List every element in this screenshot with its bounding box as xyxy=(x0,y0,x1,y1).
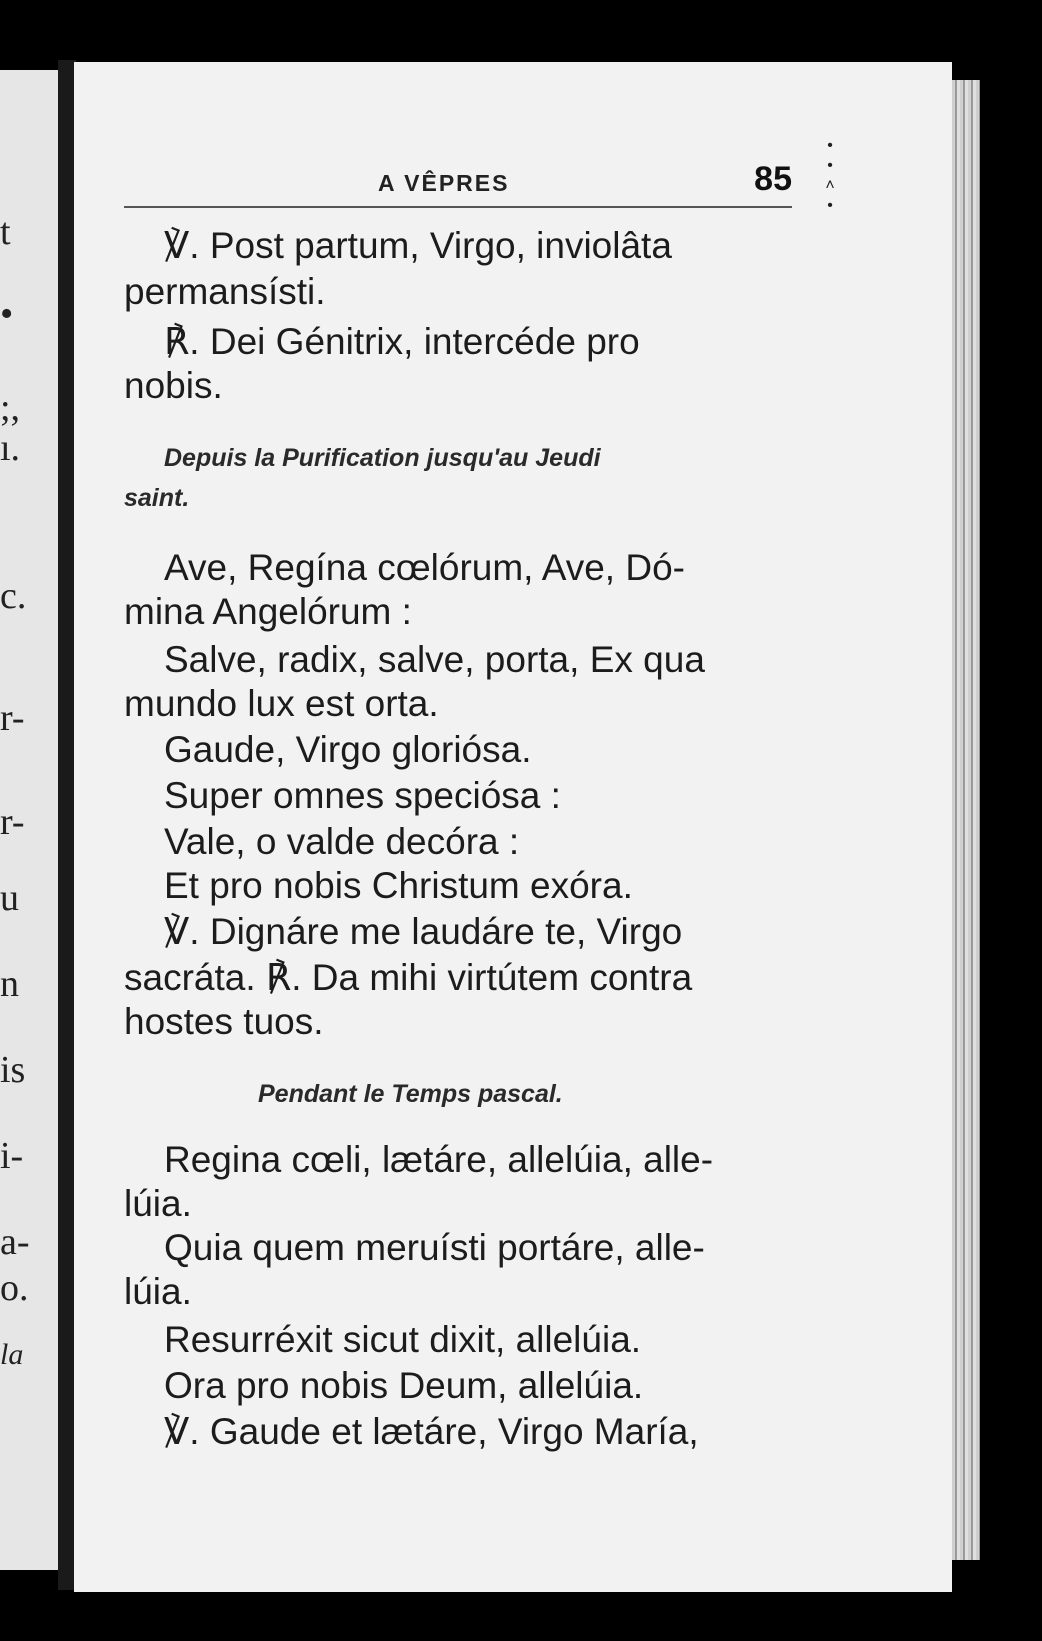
response-line: ℟. Dei Génitrix, intercéde pro xyxy=(164,321,640,362)
verse-line: Salve, radix, salve, porta, Ex qua xyxy=(164,639,705,680)
verse-line: Regina cœli, lætáre, allelúia, alle- xyxy=(164,1139,714,1180)
response-line: nobis. xyxy=(124,365,223,406)
rubric-line: saint. xyxy=(124,484,190,512)
versicle-line: ℣. Post partum, Virgo, inviolâta xyxy=(164,225,672,266)
margin-fragment: a- xyxy=(0,1221,30,1263)
running-header xyxy=(124,160,792,208)
verse-line: Et pro nobis Christum exóra. xyxy=(164,865,633,906)
margin-fragment: i- xyxy=(0,1135,24,1177)
verse-line: mundo lux est orta. xyxy=(124,683,439,724)
running-title: A VÊPRES xyxy=(378,170,510,196)
rubric-line: Pendant le Temps pascal. xyxy=(258,1080,563,1108)
margin-fragment: t xyxy=(0,211,11,253)
verse-line: Ave, Regína cœlórum, Ave, Dó- xyxy=(164,547,685,588)
margin-fragment: la xyxy=(0,1338,24,1371)
versicle-line: permansísti. xyxy=(124,271,326,312)
margin-fragment: u xyxy=(0,877,19,919)
versicle-line: ℣. Gaude et lætáre, Virgo María, xyxy=(164,1411,699,1452)
margin-fragment: is xyxy=(0,1049,26,1091)
verse-line: lúia. xyxy=(124,1271,192,1312)
verse-line: lúia. xyxy=(124,1183,192,1224)
margin-fragment: n xyxy=(0,963,19,1005)
verse-line: Ora pro nobis Deum, allelúia. xyxy=(164,1365,644,1406)
margin-fragment: r- xyxy=(0,801,25,843)
margin-fragment: r- xyxy=(0,697,25,739)
verse-line: Gaude, Virgo gloriósa. xyxy=(164,729,532,770)
margin-fragment: ı. xyxy=(0,427,21,469)
verse-line: Vale, o valde decóra : xyxy=(164,821,520,862)
verse-line: sacráta. ℟. Da mihi virtútem contra xyxy=(124,957,693,998)
margin-fragment: • xyxy=(0,293,14,335)
page-number: 85 xyxy=(754,160,792,198)
versicle-line: ℣. Dignáre me laudáre te, Virgo xyxy=(164,911,683,952)
verse-line: Super omnes speciósa : xyxy=(164,775,561,816)
margin-fragment: c. xyxy=(0,575,27,617)
facing-page-edge xyxy=(0,70,62,1570)
verse-line: Quia quem meruísti portáre, alle- xyxy=(164,1227,705,1268)
rubric-line: Depuis la Purification jusqu'au Jeudi xyxy=(164,444,601,472)
margin-fragment: ;, xyxy=(0,387,21,429)
verse-line: mina Angelórum : xyxy=(124,591,412,632)
verse-line: hostes tuos. xyxy=(124,1001,324,1042)
margin-fragment: o. xyxy=(0,1267,29,1309)
verse-line: Resurréxit sicut dixit, allelúia. xyxy=(164,1319,642,1360)
ornament-dots: • • ˄ • xyxy=(825,137,835,214)
